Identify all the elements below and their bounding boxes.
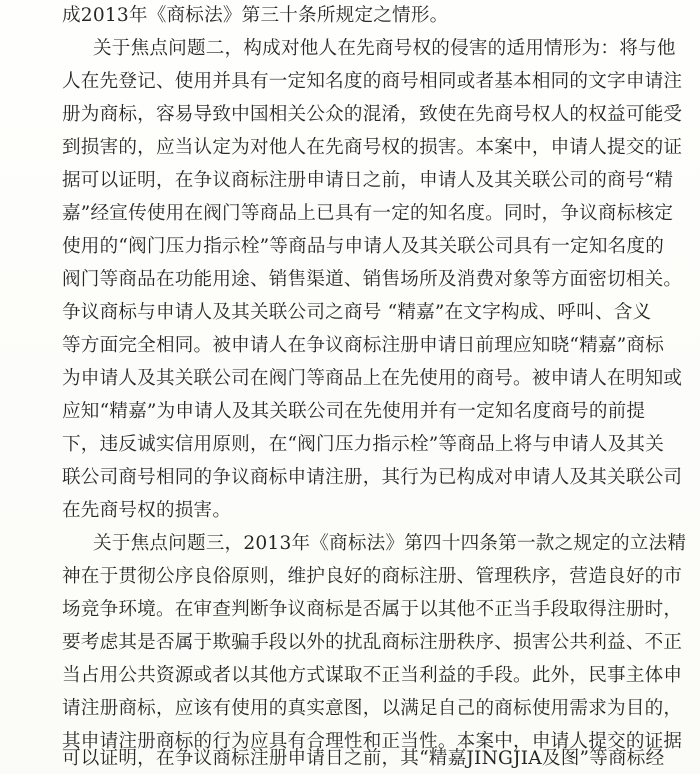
- text-line-21: 当占用公共资源或者以其他方式谋取不正当利益的手段。此外，民事主体申: [62, 665, 683, 686]
- text-line-8: 使用的“阀门压力指示栓”等商品与申请人及其关联公司具有一定知名度的: [62, 236, 665, 257]
- text-line-17: 关于焦点问题三，2013年《商标法》第四十四条第一款之规定的立法精: [93, 533, 687, 554]
- text-line-18: 神在于贯彻公序良俗原则，维护良好的商标注册、管理秩序，营造良好的市: [62, 566, 683, 587]
- text-line-9: 阀门等商品在功能用途、销售渠道、销售场所及消费对象等方面密切相关。: [62, 269, 683, 290]
- text-line-1: 成2013年《商标法》第三十条所规定之情形。: [62, 5, 449, 26]
- text-line-19: 场竞争环境。在审查判断争议商标是否属于以其他不正当手段取得注册时，: [62, 599, 683, 620]
- text-line-16: 在先商号权的损害。: [62, 500, 232, 521]
- text-line-22: 请注册商标，应该有使用的真实意图，以满足自己的商标使用需求为目的，: [62, 698, 683, 719]
- text-line-3: 人在先登记、使用并具有一定知名度的商号相同或者基本相同的文字申请注: [62, 71, 683, 92]
- text-line-13: 应知“精嘉”为申请人及其关联公司在先使用并有一定知名度商号的前提: [62, 401, 646, 422]
- text-line-10: 争议商标与申请人及其关联公司之商号 “精嘉”在文字构成、呼叫、含义: [62, 302, 652, 323]
- text-line-4: 册为商标，容易导致中国相关公众的混淆，致使在先商号权人的权益可能受: [62, 104, 683, 125]
- text-line-12: 为申请人及其关联公司在阀门等商品上在先使用的商号。被申请人在明知或: [62, 368, 683, 389]
- text-line-7: 嘉”经宣传使用在阀门等商品上已具有一定的知名度。同时，争议商标核定: [62, 203, 674, 224]
- text-line-23: 其申请注册商标的行为应具有合理性和正当性。本案中，申请人提交的证据: [62, 731, 683, 752]
- text-line-20: 要考虑其是否属于欺骗手段以外的扰乱商标注册秩序、损害公共利益、不正: [62, 632, 683, 653]
- text-line-5: 到损害的，应当认定为对他人在先商号权的损害。本案中，申请人提交的证: [62, 137, 683, 158]
- text-line-15: 联公司商号相同的争议商标申请注册，其行为已构成对申请人及其关联公司: [62, 467, 683, 488]
- text-line-24: 可以证明，在争议商标注册申请日之前，其“精嘉JINGJIA及图”等商标经: [62, 748, 665, 769]
- text-line-2: 关于焦点问题二，构成对他人在先商号权的侵害的适用情形为：将与他: [93, 38, 676, 59]
- text-line-6: 据可以证明，在争议商标注册申请日之前，申请人及其关联公司的商号“精: [62, 170, 674, 191]
- text-line-11: 等方面完全相同。被申请人在争议商标注册申请日前理应知晓“精嘉”商标: [62, 335, 665, 356]
- text-line-14: 下，违反诚实信用原则，在“阀门压力指示栓”等商品上将与申请人及其关: [62, 434, 665, 455]
